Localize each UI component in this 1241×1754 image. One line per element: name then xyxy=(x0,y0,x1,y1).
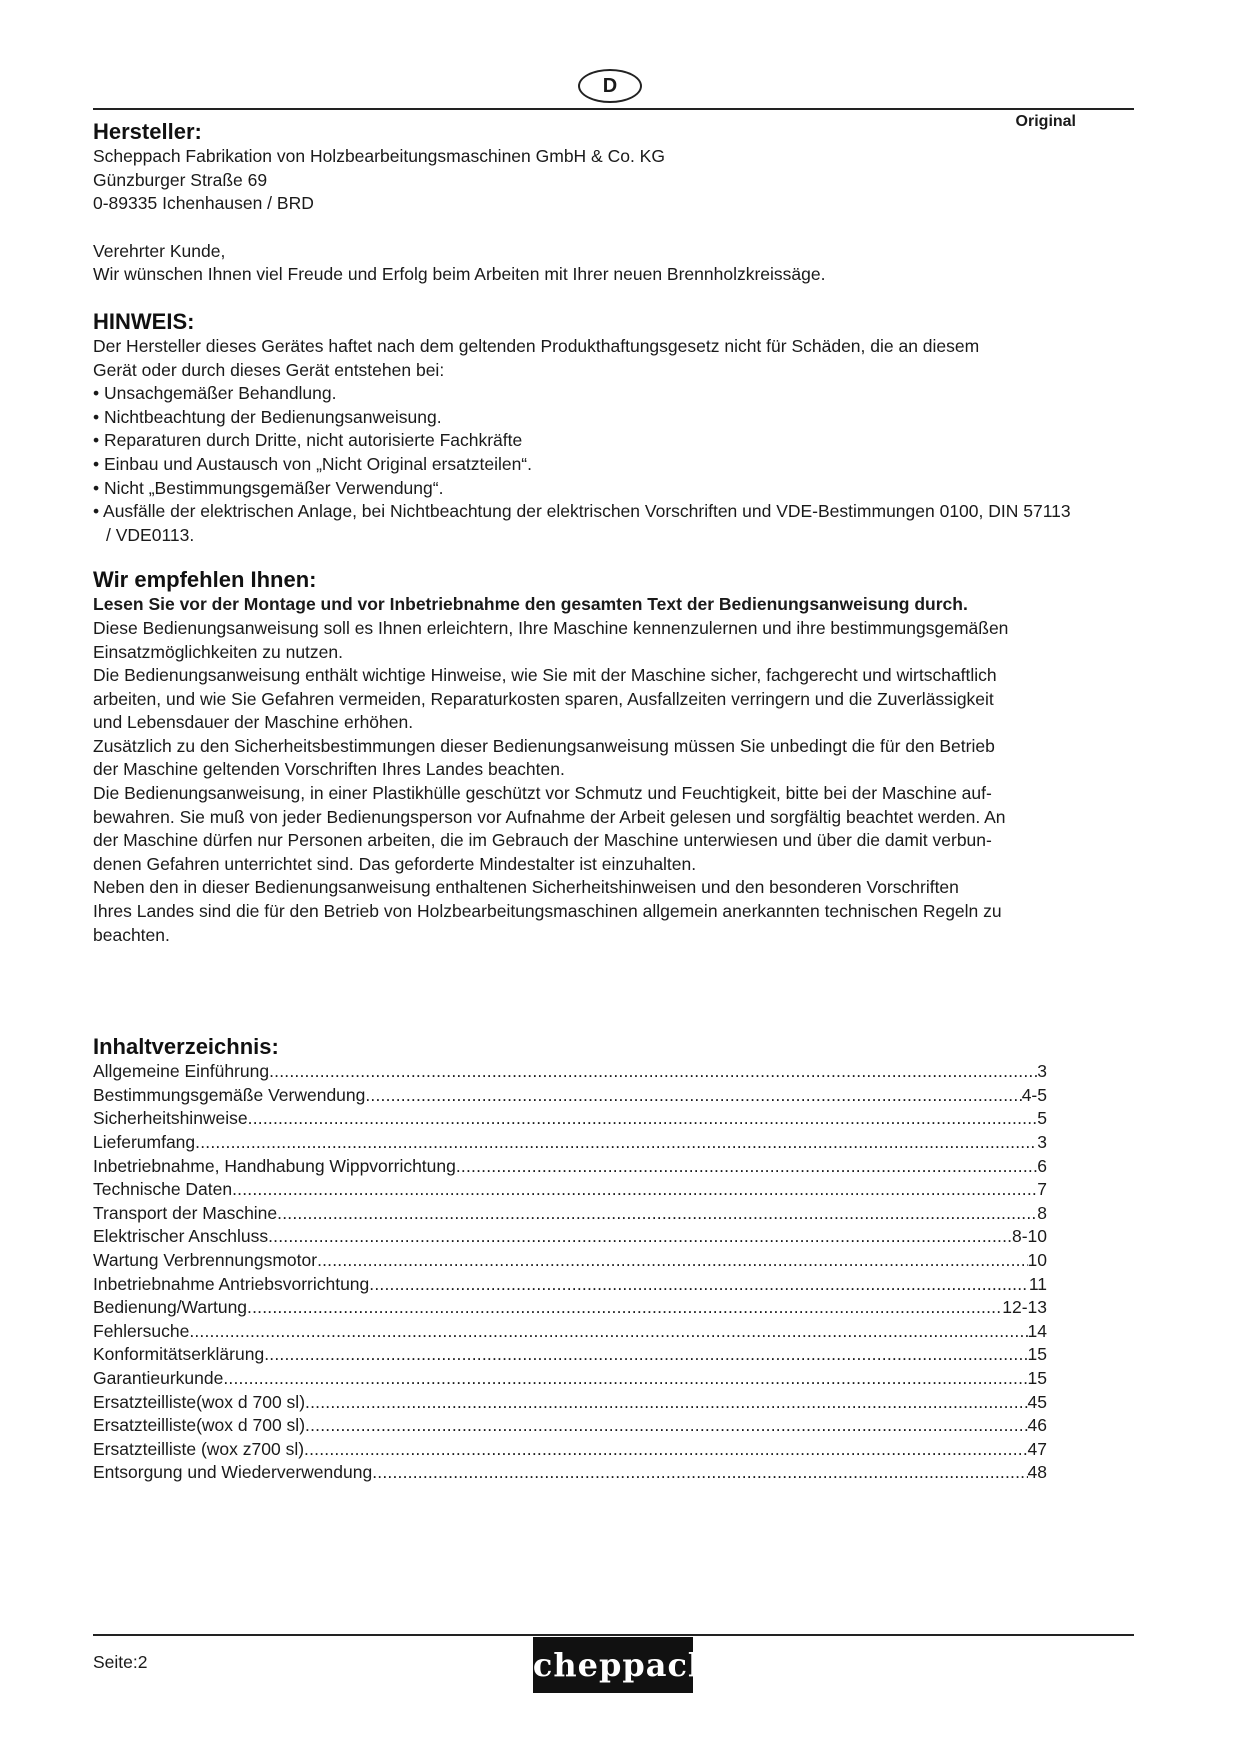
toc-entry xyxy=(93,1461,1047,1485)
toc-entry xyxy=(93,1107,1047,1131)
toc-entry xyxy=(93,1343,1047,1367)
toc-entry-title: Sicherheitshinweise xyxy=(93,1108,248,1129)
toc-entry-title: Transport der Maschine xyxy=(93,1202,278,1223)
toc-entry xyxy=(93,1131,1047,1155)
toc-leader-dots xyxy=(372,1461,1027,1485)
toc-leader-dots xyxy=(365,1084,1021,1108)
recommend-line: Die Bedienungsanweisung enthält wichtige Hinweise, wie Sie mit der Maschine sicher, fachgerecht und wirtschaftlich xyxy=(93,665,997,686)
toc-entry-title: Elektrischer Anschluss xyxy=(93,1226,269,1247)
toc-entry xyxy=(93,1438,1047,1462)
footer-rule xyxy=(93,1634,1134,1636)
toc-entry xyxy=(93,1178,1047,1202)
toc-entry-page: 45 xyxy=(1027,1391,1047,1412)
toc-entry xyxy=(93,1084,1047,1108)
toc-entry-page: 3 xyxy=(1037,1132,1047,1152)
recommend-line: Die Bedienungsanweisung, in einer Plastikhülle geschützt vor Schmutz und Feuchtigkeit, bitte bei der Maschine auf- xyxy=(93,783,992,804)
toc-entry-page: 5 xyxy=(1037,1108,1047,1129)
toc-leader-dots xyxy=(232,1178,1037,1202)
toc-entry-title: Lieferumfang xyxy=(93,1132,196,1152)
toc-leader-dots xyxy=(305,1414,1028,1438)
toc-entry-page: 11 xyxy=(1028,1273,1047,1294)
toc-entry-page: 8 xyxy=(1037,1202,1047,1223)
toc-entry-page: 4-5 xyxy=(1021,1084,1047,1105)
notice-bullet: • Nicht „Bestimmungsgemäßer Verwendung“. xyxy=(93,477,444,498)
toc-leader-dots xyxy=(269,1060,1037,1084)
toc-entry xyxy=(93,1249,1047,1273)
toc-entry-page: 46 xyxy=(1027,1415,1047,1436)
original-label: Original xyxy=(1015,113,1076,130)
manufacturer-line: Günzburger Straße 69 xyxy=(93,169,268,190)
toc-entry xyxy=(93,1367,1047,1391)
toc-entry-title: Ersatzteilliste(wox d 700 sl) xyxy=(93,1415,306,1436)
toc-leader-dots xyxy=(247,1296,1002,1320)
toc-heading: Inhaltverzeichnis: xyxy=(93,1034,279,1060)
toc-entry-title: Fehlersuche xyxy=(93,1320,190,1341)
recommend-line: der Maschine geltenden Vorschriften Ihres Landes beachten. xyxy=(93,759,565,780)
recommend-line: Ihres Landes sind die für den Betrieb von Holzbearbeitungsmaschinen allgemein anerkannten technischen Regeln zu xyxy=(93,901,1002,922)
toc-entry-title: Ersatzteilliste(wox d 700 sl) xyxy=(93,1391,306,1412)
recommend-line: und Lebensdauer der Maschine erhöhen. xyxy=(93,712,414,733)
toc-entry xyxy=(93,1320,1047,1344)
toc-leader-dots xyxy=(223,1367,1027,1391)
toc-leader-dots xyxy=(317,1249,1027,1273)
document-body xyxy=(93,118,1133,1485)
recommend-line: Diese Bedienungsanweisung soll es Ihnen erleichtern, Ihre Maschine kennenzulernen und ihre bestimmungsgemäßen xyxy=(93,617,1009,638)
toc-leader-dots xyxy=(305,1391,1028,1415)
toc-entry-page: 15 xyxy=(1027,1367,1047,1388)
manufacturer-heading: Hersteller: xyxy=(93,119,202,144)
greeting-line: Wir wünschen Ihnen viel Freude und Erfolg beim Arbeiten mit Ihrer neuen Brennholzkreissäge. xyxy=(93,264,826,285)
toc-leader-dots xyxy=(277,1202,1037,1226)
recommend-line: der Maschine dürfen nur Personen arbeiten, die im Gebrauch der Maschine unterwiesen und über die damit verbun- xyxy=(93,830,992,851)
language-badge: D xyxy=(578,69,642,103)
toc-leader-dots xyxy=(264,1343,1027,1367)
recommend-line: Zusätzlich zu den Sicherheitsbestimmungen dieser Bedienungsanweisung müssen Sie unbedingt die für den Betrieb xyxy=(93,735,995,756)
toc-entry xyxy=(93,1225,1047,1249)
recommend-line: denen Gefahren unterrichtet sind. Das geforderte Mindestalter ist einzuhalten. xyxy=(93,853,697,874)
notice-bullet-list xyxy=(93,382,1133,547)
recommend-bold-line: Lesen Sie vor der Montage und vor Inbetriebnahme den gesamten Text der Bedienungsanweisung durch. xyxy=(93,594,968,615)
toc-entry-page: 6 xyxy=(1037,1155,1047,1176)
recommend-line: arbeiten, und wie Sie Gefahren vermeiden, Reparaturkosten sparen, Ausfallzeiten verringern und die Zuverlässigkeit xyxy=(93,688,994,709)
toc-entry-page: 8-10 xyxy=(1011,1226,1047,1247)
toc-entry-title: Inbetriebnahme Antriebsvorrichtung xyxy=(93,1273,370,1294)
toc-entry xyxy=(93,1296,1047,1320)
toc-entry xyxy=(93,1273,1047,1297)
recommend-line: bewahren. Sie muß von jeder Bedienungsperson vor Aufnahme der Arbeit gelesen und sorgfältig beachtet werden. An xyxy=(93,806,1006,827)
manufacturer-line: Scheppach Fabrikation von Holzbearbeitungsmaschinen GmbH & Co. KG xyxy=(93,146,665,166)
toc-entry xyxy=(93,1155,1047,1179)
toc-leader-dots xyxy=(195,1131,1037,1155)
recommend-heading: Wir empfehlen Ihnen: xyxy=(93,567,317,593)
notice-bullet: • Unsachgemäßer Behandlung. xyxy=(93,383,337,404)
scheppach-logo: scheppach xyxy=(533,1637,693,1693)
toc-entry-title: Bestimmungsgemäße Verwendung xyxy=(93,1084,366,1105)
recommend-line: Neben den in dieser Bedienungsanweisung enthaltenen Sicherheitshinweisen und den besonderen Vorschriften xyxy=(93,877,959,898)
toc-entry-title: Inbetriebnahme, Handhabung Wippvorrichtung xyxy=(93,1155,456,1176)
toc-entry-page: 7 xyxy=(1037,1179,1047,1200)
toc-entry-title: Konformitätserklärung xyxy=(93,1344,265,1365)
toc-entry-title: Garantieurkunde xyxy=(93,1367,224,1388)
toc-leader-dots xyxy=(268,1225,1012,1249)
recommend-line: beachten. xyxy=(93,924,170,945)
table-of-contents xyxy=(93,1060,1047,1485)
toc-leader-dots xyxy=(304,1438,1027,1462)
toc-leader-dots xyxy=(456,1155,1037,1179)
recommend-text xyxy=(93,617,1133,947)
notice-bullet: • Reparaturen durch Dritte, nicht autorisierte Fachkräfte xyxy=(93,430,523,451)
page-number: Seite:2 xyxy=(93,1652,148,1672)
toc-leader-dots xyxy=(189,1320,1027,1344)
toc-entry-page: 47 xyxy=(1027,1438,1047,1459)
notice-bullet: • Nichtbeachtung der Bedienungsanweisung. xyxy=(93,406,442,427)
toc-entry xyxy=(93,1060,1047,1084)
toc-entry-page: 12-13 xyxy=(1002,1297,1047,1318)
toc-entry xyxy=(93,1391,1047,1415)
notice-heading: HINWEIS: xyxy=(93,308,195,334)
toc-entry-title: Allgemeine Einführung xyxy=(93,1061,270,1082)
notice-intro: Der Hersteller dieses Gerätes haftet nach dem geltenden Produkthaftungsgesetz nicht für Schäden, die an diesem xyxy=(93,335,980,356)
toc-entry-title: Bedienung/Wartung xyxy=(93,1297,248,1318)
toc-entry xyxy=(93,1414,1047,1438)
toc-leader-dots xyxy=(248,1107,1038,1131)
toc-entry-title: Entsorgung und Wiederverwendung xyxy=(93,1462,373,1483)
notice-intro: Gerät oder durch dieses Gerät entstehen bei: xyxy=(93,359,445,380)
toc-entry-page: 10 xyxy=(1027,1249,1047,1270)
notice-bullet: • Einbau und Austausch von „Nicht Original ersatzteilen“. xyxy=(93,453,532,474)
toc-entry-page: 3 xyxy=(1037,1061,1047,1082)
notice-bullet: • Ausfälle der elektrischen Anlage, bei Nichtbeachtung der elektrischen Vorschriften und VDE-Bestimmungen 0100, DIN 57113 / VDE0113. xyxy=(93,501,1071,545)
toc-entry-page: 48 xyxy=(1027,1462,1047,1483)
toc-leader-dots xyxy=(369,1273,1029,1297)
manufacturer-line: 0-89335 Ichenhausen / BRD xyxy=(93,193,314,214)
toc-entry-title: Technische Daten xyxy=(93,1179,233,1200)
recommend-line: Einsatzmöglichkeiten zu nutzen. xyxy=(93,641,343,662)
toc-entry-page: 14 xyxy=(1027,1320,1047,1341)
toc-entry-page: 15 xyxy=(1027,1344,1047,1365)
greeting-salutation: Verehrter Kunde, xyxy=(93,240,226,261)
toc-entry xyxy=(93,1202,1047,1226)
toc-entry-title: Ersatzteilliste (wox z700 sl) xyxy=(93,1438,305,1459)
header-rule xyxy=(93,108,1134,110)
toc-entry-title: Wartung Verbrennungsmotor xyxy=(93,1249,318,1270)
